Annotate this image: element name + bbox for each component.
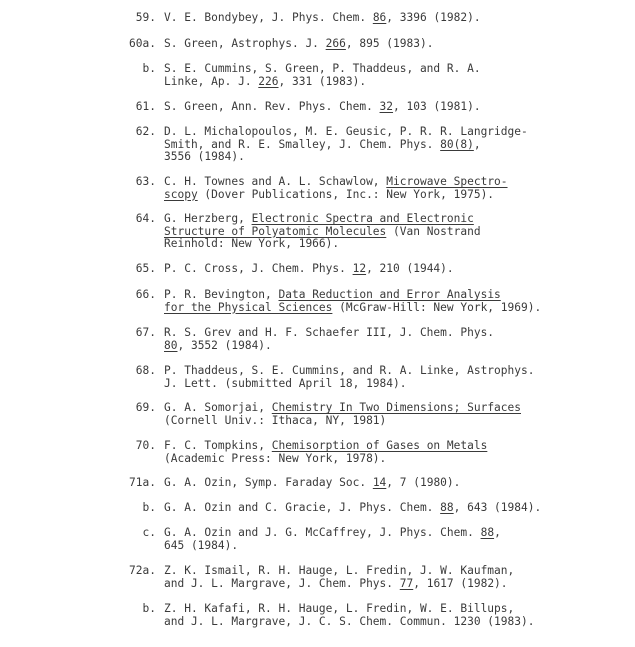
reference-number: 67. <box>135 326 156 339</box>
underlined-segment: Microwave Spectro- <box>386 175 508 188</box>
reference-line <box>164 38 624 51</box>
reference-text <box>164 440 624 465</box>
reference-line <box>164 616 624 629</box>
underlined-segment: Electronic Spectra and Electronic <box>251 212 474 225</box>
text-segment: V. E. Bondybey, J. Phys. Chem. <box>164 11 373 24</box>
text-segment: , 210 (1944). <box>366 262 454 275</box>
reference-text <box>164 402 624 427</box>
text-segment: Reinhold: New York, 1966). <box>164 237 340 250</box>
text-segment: (McGraw-Hill: New York, 1969). <box>332 300 542 314</box>
reference-number: 70. <box>135 439 156 452</box>
text-segment: (Dover Publications, Inc.: New York, 1975). <box>197 187 495 201</box>
underlined-segment: 32 <box>379 100 394 113</box>
underlined-segment: 86 <box>372 11 387 24</box>
reference-line <box>164 101 624 114</box>
text-segment: G. A. Ozin, Symp. Faraday Soc. <box>164 476 373 489</box>
reference-line <box>164 378 624 391</box>
underlined-segment: 77 <box>399 576 414 590</box>
reference-number: 69. <box>135 401 156 414</box>
reference-number: 60a. <box>129 37 156 50</box>
reference-number: b. <box>142 501 156 514</box>
reference-number: 62. <box>135 125 156 138</box>
reference-number: c. <box>142 526 156 539</box>
text-segment: Z. K. Ismail, R. H. Hauge, L. Fredin, J. W. Kaufman, <box>164 564 515 577</box>
reference-text <box>164 527 624 552</box>
text-segment: C. H. Townes and A. L. Schawlow, <box>164 175 387 188</box>
reference-line <box>164 12 624 25</box>
text-segment: , <box>494 526 501 539</box>
reference-number: 68. <box>135 364 156 377</box>
text-segment: , 103 (1981). <box>393 100 481 113</box>
reference-line <box>164 578 624 591</box>
reference-number: 59. <box>135 11 156 24</box>
text-segment: , 3396 (1982). <box>386 11 481 24</box>
text-segment: P. C. Cross, J. Chem. Phys. <box>164 262 353 275</box>
text-segment: , 3552 (1984). <box>177 338 272 352</box>
text-segment: G. A. Ozin and J. G. McCaffrey, J. Phys. Chem. <box>164 526 481 539</box>
reference-text <box>164 502 624 515</box>
text-segment: , 7 (1980). <box>386 476 461 489</box>
reference-line <box>164 453 624 466</box>
text-segment: G. A. Ozin and C. Gracie, J. Phys. Chem. <box>164 501 441 514</box>
underlined-segment: 80 <box>164 338 178 352</box>
reference-number: 72a. <box>129 564 156 577</box>
reference-line <box>164 263 624 276</box>
reference-text <box>164 126 624 164</box>
reference-text <box>164 101 624 114</box>
reference-line <box>164 415 624 428</box>
reference-text <box>164 365 624 390</box>
text-segment: P. R. Bevington, <box>164 288 279 301</box>
text-segment: 3556 (1984). <box>164 150 245 163</box>
reference-number: 66. <box>135 288 156 301</box>
text-segment: 645 (1984). <box>164 538 239 552</box>
underlined-segment: 80(8) <box>440 137 474 151</box>
text-segment: Smith, and R. E. Smalley, J. Chem. Phys. <box>164 137 441 151</box>
text-segment: Linke, Ap. J. <box>164 74 259 88</box>
text-segment: G. A. Somorjai, <box>164 401 272 414</box>
underlined-segment: 266 <box>325 37 346 50</box>
reference-number: b. <box>142 62 156 75</box>
underlined-segment: 226 <box>258 74 279 88</box>
text-segment: , 643 (1984). <box>453 501 542 514</box>
underlined-segment: Chemisorption of Gases on Metals <box>271 439 488 452</box>
text-segment: G. Herzberg, <box>164 212 252 225</box>
reference-text <box>164 12 624 25</box>
reference-text <box>164 289 624 314</box>
reference-line <box>164 189 624 202</box>
text-segment: (Academic Press: New York, 1978). <box>164 451 387 465</box>
text-segment: S. E. Cummins, S. Green, P. Thaddeus, and R. A. <box>164 62 481 75</box>
reference-line <box>164 540 624 553</box>
text-segment: Z. H. Kafafi, R. H. Hauge, L. Fredin, W. E. Billups, <box>164 602 515 615</box>
reference-number: 63. <box>135 175 156 188</box>
text-segment: S. Green, Ann. Rev. Phys. Chem. <box>164 100 380 113</box>
reference-number: 61. <box>135 100 156 113</box>
text-segment: P. Thaddeus, S. E. Cummins, and R. A. Linke, Astrophys. <box>164 364 535 377</box>
underlined-segment: 88 <box>440 501 454 514</box>
underlined-segment: Structure of Polyatomic Molecules <box>164 224 387 238</box>
text-segment: , <box>473 137 481 151</box>
reference-text <box>164 603 624 628</box>
reference-text <box>164 327 624 352</box>
text-segment: (Cornell Univ.: Ithaca, NY, 1981) <box>164 413 387 427</box>
reference-text <box>164 565 624 590</box>
underlined-segment: 12 <box>352 262 367 275</box>
reference-text <box>164 63 624 88</box>
reference-text <box>164 213 624 251</box>
text-segment: , 331 (1983). <box>278 74 367 88</box>
reference-text <box>164 38 624 51</box>
underlined-segment: Data Reduction and Error Analysis <box>278 288 501 301</box>
reference-line <box>164 502 624 515</box>
text-segment: , 1617 (1982). <box>413 576 508 590</box>
reference-number: 71a. <box>129 476 156 489</box>
reference-number: 64. <box>135 212 156 225</box>
text-segment: F. C. Tompkins, <box>164 439 272 452</box>
underlined-segment: scopy <box>164 187 198 201</box>
text-segment: and J. L. Margrave, J. C. S. Chem. Commun. 1230 (1983). <box>164 614 535 628</box>
text-segment: S. Green, Astrophys. J. <box>164 37 326 50</box>
reference-line <box>164 477 624 490</box>
reference-text <box>164 263 624 276</box>
reference-line <box>164 238 624 251</box>
reference-number: b. <box>142 602 156 615</box>
text-segment: J. Lett. (submitted April 18, 1984). <box>164 376 407 390</box>
text-segment: (Van Nostrand <box>386 224 481 238</box>
reference-line <box>164 151 624 164</box>
reference-line <box>164 340 624 353</box>
underlined-segment: for the Physical Sciences <box>164 300 333 314</box>
text-segment: , 895 (1983). <box>345 37 434 50</box>
text-segment: D. L. Michalopoulos, M. E. Geusic, P. R. R. Langridge- <box>164 125 528 138</box>
reference-line <box>164 302 624 315</box>
reference-text <box>164 176 624 201</box>
underlined-segment: Chemistry In Two Dimensions; Surfaces <box>271 401 521 414</box>
reference-number: 65. <box>135 262 156 275</box>
reference-line <box>164 76 624 89</box>
text-segment: and J. L. Margrave, J. Chem. Phys. <box>164 576 400 590</box>
reference-text <box>164 477 624 490</box>
underlined-segment: 88 <box>480 526 495 539</box>
text-segment: R. S. Grev and H. F. Schaefer III, J. Chem. Phys. <box>164 326 495 339</box>
underlined-segment: 14 <box>372 476 387 489</box>
